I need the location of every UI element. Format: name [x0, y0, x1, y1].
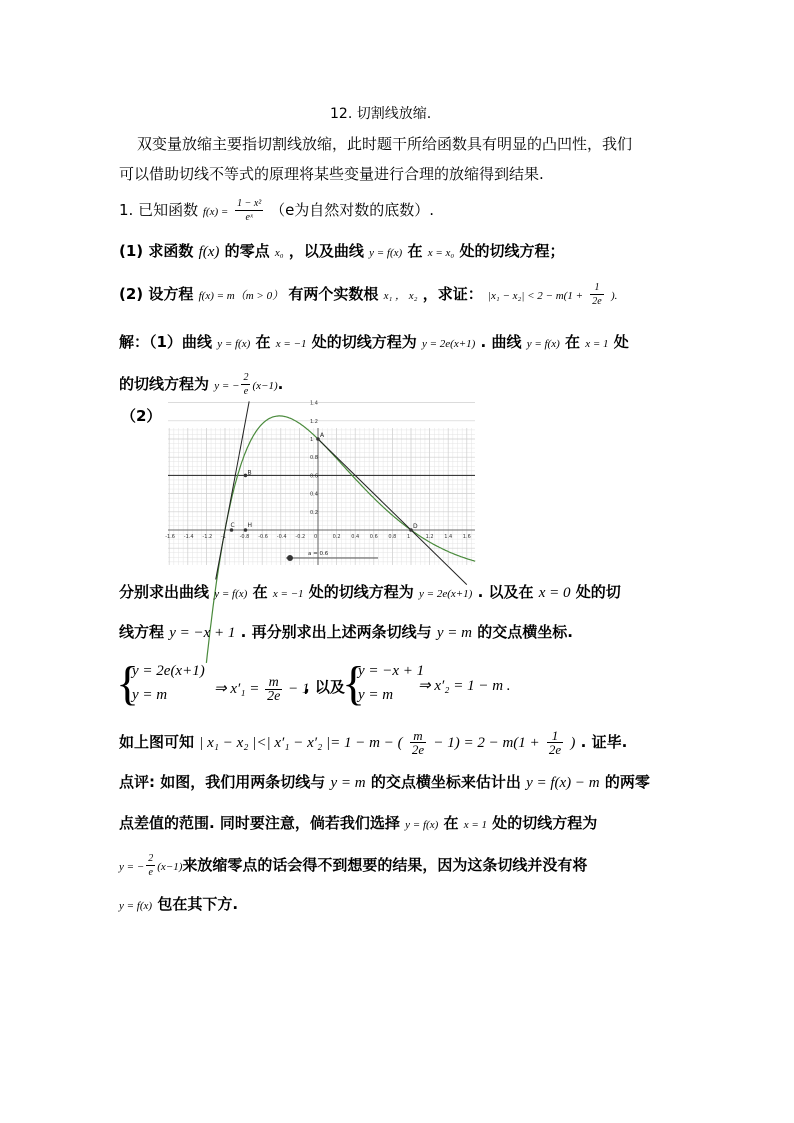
x-tick-label: 1.4: [444, 534, 453, 540]
af3-math-b: − 1) = 2 − m(1 +: [433, 735, 540, 751]
sol1-tangent1: y = 2e(x+1): [421, 338, 476, 350]
sol1-text-d: . 曲线: [480, 333, 522, 351]
af3-frac1-den: 2e: [411, 742, 425, 757]
sol2-end: .: [277, 375, 284, 393]
sys1-frac-den: 2e: [267, 689, 281, 704]
point-d-label: D: [413, 523, 418, 530]
sol2-frac-den: e: [243, 386, 249, 397]
slider-label: a = 0.6: [308, 551, 329, 557]
sol1-text-b: 在: [255, 333, 271, 351]
system2-result: ⇒ x′₂ = 1 − m .: [418, 678, 511, 694]
solution-line-1: [119, 331, 679, 355]
part-1: [119, 240, 679, 264]
system1-top: y = 2e(x+1): [132, 663, 205, 679]
x-tick-label: 0.8: [388, 534, 397, 540]
c1-function: y = f(x) − m: [526, 775, 600, 791]
part2-roots: x₁ ， x₂: [383, 290, 418, 302]
sol2-text-a: 的切线方程为: [119, 375, 210, 393]
comment-line-1: [119, 771, 679, 794]
part1-text-d: 在: [407, 242, 423, 260]
af3-frac2-num: 1: [547, 729, 563, 743]
af1-text-e: 处的切: [575, 583, 621, 601]
c3-frac-den: e: [148, 867, 153, 878]
part2-end: ).: [610, 290, 618, 302]
sol1-curve: y = f(x): [217, 338, 251, 350]
c2-at: x = 1: [463, 819, 488, 831]
sys1-res-b: − 1: [288, 680, 310, 697]
sol1-text-f: 处: [613, 333, 629, 351]
x-tick-label: -1.6: [165, 534, 175, 540]
part1-curve: y = f(x): [369, 247, 403, 259]
sol2-fraction: [241, 371, 250, 398]
af3-fraction-1: [410, 729, 426, 756]
y-tick-label: 1.4: [310, 400, 318, 407]
system2-bottom: y = m: [358, 687, 394, 703]
af1-tangent: y = 2e(x+1): [419, 588, 473, 600]
point-b-label: B: [247, 469, 252, 477]
section-title: 12. 切割线放缩.: [330, 106, 432, 122]
system1-result: [214, 676, 309, 703]
af3-frac2-den: 2e: [548, 742, 562, 757]
comment-line-4: [119, 893, 679, 917]
part1-x0: x₀: [274, 247, 284, 259]
intro-line-2: 可以借助切线不等式的原理将某些变量进行合理的放缩得到结果.: [119, 165, 544, 183]
sol1-curve2: y = f(x): [526, 338, 560, 350]
point-h-label: H: [247, 522, 252, 529]
af1-text-d: . 以及在: [477, 583, 534, 601]
graph-axes: [168, 428, 475, 565]
part1-text-e: 处的切线方程；: [459, 242, 565, 260]
part1-text-a: (1) 求函数: [119, 242, 194, 260]
af3-math-a: | x₁ − x₂ |<| x′₁ − x′₂ |= 1 − m − (: [199, 735, 403, 751]
c4-curve: y = f(x): [119, 900, 153, 912]
sol1-text-c: 处的切线方程为: [311, 333, 417, 351]
system-brace-2: {: [342, 657, 366, 710]
c3-text: 来放缩零点的话会得不到想要的结果，因为这条切线并没有将: [182, 856, 588, 874]
problem-statement: [119, 197, 679, 224]
af1-at0: x = 0: [538, 585, 571, 601]
sol1-at2: x = 1: [585, 338, 609, 350]
sol2-tangent-b: (x−1): [252, 380, 278, 392]
point-c-label: C: [230, 522, 235, 529]
part2-inequality: |x₁ − x₂| < 2 − m(1 +: [488, 290, 584, 302]
af2-text-a: 线方程: [119, 623, 165, 641]
c2-text-b: 在: [443, 814, 459, 832]
problem-note: （e为自然对数的底数）.: [270, 201, 435, 219]
x-tick-label: -1.4: [183, 534, 194, 540]
af3-math-c: ): [570, 735, 576, 751]
c2-text-c: 处的切线方程为: [492, 814, 598, 832]
x-tick-label: -0.8: [239, 534, 250, 540]
part2-fraction: [590, 281, 603, 308]
x-tick-label: -1.2: [202, 534, 213, 540]
system2-top: y = −x + 1: [358, 663, 425, 679]
x-tick-label: 0: [314, 534, 318, 540]
af2-tangent: y = −x + 1: [169, 625, 236, 641]
c3-fraction: [146, 852, 155, 879]
x-tick-label: -1: [221, 534, 226, 540]
slider-handle: [287, 555, 293, 561]
x-tick-label: 1: [407, 534, 411, 540]
part1-text-c: ，以及曲线: [288, 242, 364, 260]
fraction-numerator: 1 − x²: [237, 198, 262, 209]
sol1-at1: x = −1: [275, 338, 307, 350]
part1-fx: f(x): [198, 244, 220, 260]
part2-frac-den: 2e: [592, 296, 602, 307]
comment-line-3: [119, 852, 679, 879]
problem-lead: 1. 已知函数: [119, 201, 199, 219]
fraction-denominator: eˣ: [245, 212, 253, 223]
x-tick-label: -0.4: [276, 534, 287, 540]
af3-frac1-num: m: [410, 729, 426, 743]
comment-line-2: [119, 812, 679, 836]
c2-text-a: 点差值的范围. 同时要注意，倘若我们选择: [119, 814, 400, 832]
c1-text-b: 的交点横坐标来估计出: [370, 773, 521, 791]
sys1-fraction: [265, 676, 282, 703]
c1-text-a: 点评: 如图，我们用两条切线与: [119, 773, 326, 791]
intro-line-1: 双变量放缩主要指切割线放缩，此时题干所给函数具有明显的凸凹性，我们: [137, 135, 633, 153]
x-tick-label: 1.6: [462, 534, 471, 540]
af3-end: . 证毕.: [580, 733, 628, 751]
c2-curve: y = f(x): [405, 819, 439, 831]
af2-text-b: . 再分别求出上述两条切线与: [240, 623, 432, 641]
af1-curve: y = f(x): [214, 588, 248, 600]
point-a-label: A: [320, 432, 325, 439]
af3-text-a: 如上图可知: [119, 733, 195, 751]
part2-label: （2）: [121, 407, 162, 425]
af2-text-c: 的交点横坐标.: [477, 623, 573, 641]
x-tick-label: 0.2: [332, 534, 341, 540]
part2-text-b: 有两个实数根: [288, 285, 379, 303]
af1-at: x = −1: [272, 588, 304, 600]
sys1-res-a: ⇒ x′₁ =: [214, 680, 260, 697]
part1-at: x = x₀: [427, 247, 455, 259]
y-tick-label: 1: [310, 437, 314, 443]
af2-ym: y = m: [436, 625, 472, 641]
part-2: [119, 281, 679, 308]
system1-bottom: y = m: [132, 687, 168, 703]
sol2-frac-num: 2: [243, 372, 249, 383]
c3-math-b: (x−1): [157, 861, 183, 873]
after-line-3: [119, 729, 679, 756]
af3-fraction-2: [547, 729, 563, 756]
sys1-frac-num: m: [265, 676, 282, 690]
x-tick-label: 1.2: [425, 534, 434, 540]
after-line-2: [119, 621, 679, 644]
solution-line-2: [119, 371, 679, 398]
x-tick-label: 0.6: [369, 534, 378, 540]
y-tick-label: 0.6: [310, 473, 318, 480]
y-tick-label: 0.4: [310, 491, 318, 498]
af1-text-b: 在: [252, 583, 268, 601]
function-fraction: [235, 197, 263, 224]
c3-frac-num: 2: [148, 853, 154, 864]
part1-text-b: 的零点: [224, 242, 270, 260]
part2-equation: f(x) = m（m > 0）: [198, 290, 284, 302]
c4-text: 包在其下方.: [157, 895, 239, 913]
function-graph: [165, 400, 475, 565]
sol1-text-e: 在: [565, 333, 581, 351]
c3-math-a: y = −: [119, 861, 145, 873]
c1-ym: y = m: [330, 775, 366, 791]
sol1-text-a: 解：（1）曲线: [119, 333, 212, 351]
x-tick-label: -0.6: [258, 534, 268, 540]
function-name: f(x) =: [202, 206, 229, 218]
system-mid: , 以及: [304, 678, 345, 696]
sol2-tangent-a: y = −: [214, 380, 240, 392]
y-tick-label: 1.2: [310, 418, 318, 425]
af1-text-a: 分别求出曲线: [119, 583, 210, 601]
part2-text-a: (2) 设方程: [119, 285, 194, 303]
x-tick-label: -0.2: [295, 534, 306, 540]
y-tick-label: 0.2: [310, 509, 318, 516]
part2-frac-num: 1: [590, 281, 603, 295]
after-line-1: [119, 581, 679, 605]
af1-text-c: 处的切线方程为: [308, 583, 414, 601]
y-tick-label: 0.8: [310, 455, 318, 462]
x-tick-label: 0.4: [351, 534, 360, 540]
part2-text-c: ，求证：: [422, 285, 483, 303]
c1-text-c: 的两零: [604, 773, 650, 791]
system-brace-1: {: [116, 657, 140, 710]
